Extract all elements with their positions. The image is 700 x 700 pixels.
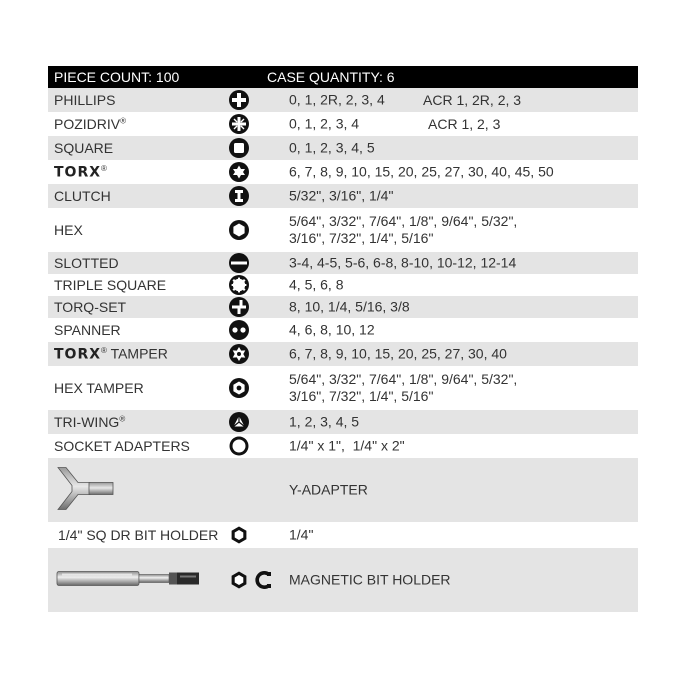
row-name: POZIDRIV xyxy=(54,116,121,132)
torx-tamper-label xyxy=(54,346,168,363)
magnet-icon xyxy=(252,569,274,591)
row-sizes: 1/4" xyxy=(289,526,314,543)
row-name: HEX TAMPER xyxy=(54,380,144,396)
row-sizes: 5/32", 3/16", 1/4" xyxy=(289,187,394,204)
row-sizes: 3-4, 4-5, 5-6, 6-8, 8-10, 10-12, 12-14 xyxy=(289,254,517,271)
row-sizes: 0, 1, 2R, 2, 3, 4 xyxy=(289,91,385,108)
row-sizes: 5/64", 3/32", 7/64", 1/8", 9/64", 5/32", 3/16", 7/32", 1/4", 5/16" xyxy=(289,213,518,246)
table-row-square xyxy=(48,136,638,160)
table-row-hex-tamper xyxy=(48,366,638,410)
row-sizes: 6, 7, 8, 9, 10, 15, 20, 25, 27, 30, 40 xyxy=(289,345,507,362)
table-row-torx-tamper xyxy=(48,342,638,366)
table-row-triple-square xyxy=(48,274,638,296)
table-row-slotted xyxy=(48,252,638,274)
row-name: SPANNER xyxy=(54,322,121,338)
row-name-group xyxy=(54,116,126,132)
table-row-tri-wing xyxy=(48,410,638,434)
spanner-icon xyxy=(228,319,250,341)
row-sizes: 4, 6, 8, 10, 12 xyxy=(289,321,375,338)
table-row-magnetic-bit-holder xyxy=(48,548,638,612)
table-row-torq-set xyxy=(48,296,638,318)
row-name: TRIPLE SQUARE xyxy=(54,277,167,293)
socket-adapter-icon xyxy=(228,435,250,457)
torx-icon xyxy=(228,161,250,183)
table-row-socket-adapters xyxy=(48,434,638,458)
table-row-torx xyxy=(48,160,638,184)
row-sizes: 8, 10, 1/4, 5/16, 3/8 xyxy=(289,298,410,315)
row-name: SLOTTED xyxy=(54,255,119,271)
hex-outline-icon xyxy=(228,569,250,591)
torq-set-icon xyxy=(228,296,250,318)
spec-table xyxy=(48,66,638,612)
torx-tamper-icon xyxy=(228,343,250,365)
row-name: HEX xyxy=(54,222,83,238)
row-sizes: 0, 1, 2, 3, 4, 5 xyxy=(289,139,375,156)
row-sizes: 4, 5, 6, 8 xyxy=(289,276,344,293)
table-row-hex xyxy=(48,208,638,252)
registered-mark: ® xyxy=(119,414,126,424)
case-quantity: CASE QUANTITY: 6 xyxy=(267,69,395,85)
pozidriv-icon xyxy=(228,113,250,135)
registered-mark: ® xyxy=(101,345,107,355)
torx-logo xyxy=(54,164,107,181)
row-sizes: 6, 7, 8, 9, 10, 15, 20, 25, 27, 30, 40, 45, 50 xyxy=(289,163,554,180)
registered-mark: ® xyxy=(120,116,127,126)
row-name-suffix: TAMPER xyxy=(106,345,168,362)
row-name: 1/4" SQ DR BIT HOLDER xyxy=(58,527,219,543)
slotted-icon xyxy=(228,252,250,274)
row-acr-sizes: ACR 1, 2, 3 xyxy=(428,116,501,132)
row-sizes: 0, 1, 2, 3, 4 xyxy=(289,115,360,132)
hex-icon xyxy=(228,219,250,241)
row-sizes: 1, 2, 3, 4, 5 xyxy=(289,413,360,430)
row-acr-sizes: ACR 1, 2R, 2, 3 xyxy=(423,92,522,108)
table-header xyxy=(48,66,638,88)
row-name: PHILLIPS xyxy=(54,92,116,108)
row-name: SOCKET ADAPTERS xyxy=(54,438,190,454)
table-row-spanner xyxy=(48,318,638,342)
phillips-icon xyxy=(228,89,250,111)
clutch-icon xyxy=(228,185,250,207)
table-row-pozidriv xyxy=(48,112,638,136)
table-row-phillips xyxy=(48,88,638,112)
hex-outline-icon xyxy=(228,524,250,546)
table-row-bit-holder xyxy=(48,522,638,548)
hex-tamper-icon xyxy=(228,377,250,399)
row-name: TRI-WING xyxy=(54,414,120,430)
row-sizes: Y-ADAPTER xyxy=(289,481,368,498)
y-adapter-image xyxy=(56,466,116,515)
table-row-clutch xyxy=(48,184,638,208)
row-sizes: 1/4" x 1", 1/4" x 2" xyxy=(289,437,405,454)
row-name: SQUARE xyxy=(54,140,114,156)
table-row-y-adapter xyxy=(48,458,638,522)
square-drive-icon xyxy=(228,137,250,159)
row-sizes: 5/64", 3/32", 7/64", 1/8", 9/64", 5/32", 3/16", 7/32", 1/4", 5/16" xyxy=(289,371,518,404)
triple-square-icon xyxy=(228,274,250,296)
piece-count: PIECE COUNT: 100 xyxy=(54,69,180,85)
registered-mark: ® xyxy=(101,163,107,173)
row-sizes: MAGNETIC BIT HOLDER xyxy=(289,571,451,588)
tri-wing-icon xyxy=(228,411,250,433)
row-name-group xyxy=(54,414,125,430)
row-name: CLUTCH xyxy=(54,188,111,204)
row-name: TORQ-SET xyxy=(54,299,127,315)
row-name: TORX xyxy=(54,346,102,363)
magnetic-bit-holder-image xyxy=(56,569,202,592)
row-name: TORX xyxy=(54,164,102,181)
